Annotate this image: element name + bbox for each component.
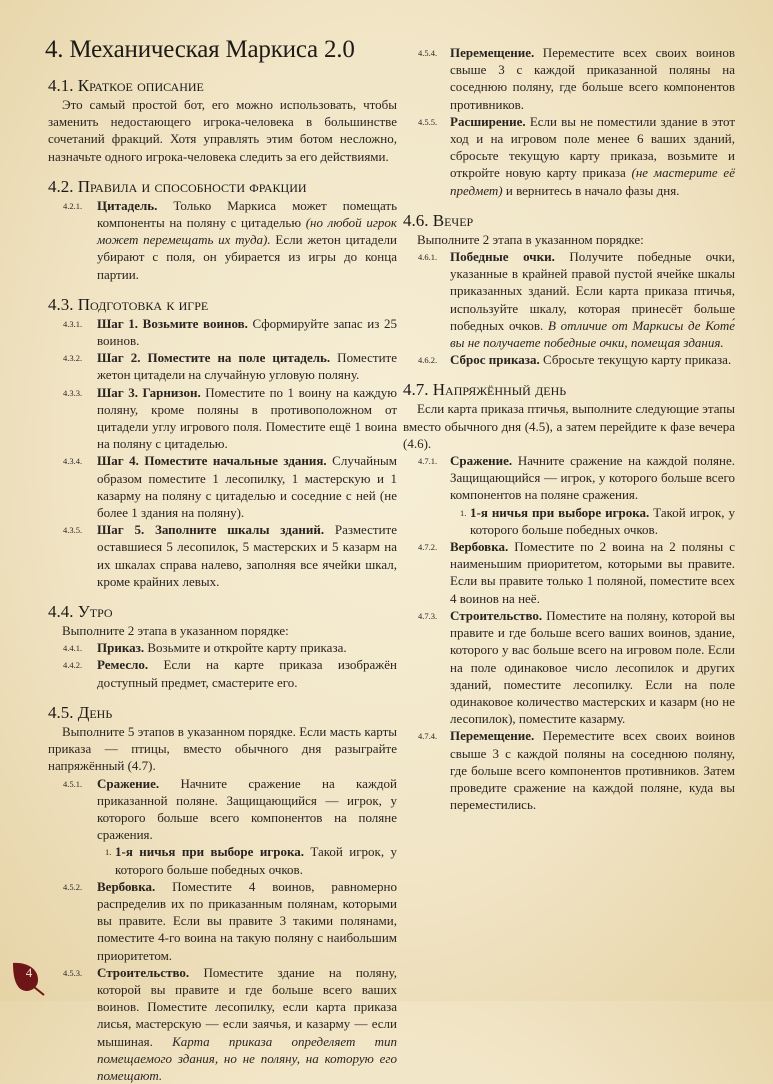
item-text: Переместите всех своих воинов свыше 3 с каждой приказанной поляны на соседнюю поляну, где больше всего компонентов противников. (450, 45, 735, 112)
item-title: Победные очки. (450, 249, 555, 265)
item-text: Поместите 4 воинов, равномерно распределив их по приказанным полянам, которыми вы правите. Если вы правите 3 такими полянами, поместите 4-го воина на такую поляну с наибольшим приоритетом. (97, 878, 397, 963)
item-title: Вербовка. (97, 878, 156, 894)
rule-number: 4.2.1. (63, 200, 83, 211)
rule-number: 4.3.4. (63, 456, 83, 467)
item-text: Сбросьте текущую карту приказа. (539, 352, 732, 368)
item-title: Шаг 2. Поместите на поле цитадель. (97, 350, 331, 366)
section-intro: Это самый простой бот, его можно использовать, чтобы заменить недостающего игрока-человека в большинстве сочетаний фракций. Хотя управлять этим ботом несложно, назначьте одного игрока-человека следить за его действиями. (48, 97, 397, 164)
right-column (400, 44, 735, 813)
item-title: Перемещение. (450, 45, 535, 60)
item-title: 1-я ничья при выборе игрока. (470, 504, 650, 520)
rule-number: 4.5.5. (418, 116, 438, 127)
item-text: Если на карте приказа изображён доступный предмет, смастерите его. (97, 657, 397, 690)
item-text: Сформируйте запас из 25 воинов. (97, 315, 397, 349)
section-heading: 4.6. Вечер (403, 210, 474, 230)
item-text: Возьмите и откройте карту приказа. (144, 640, 347, 656)
item-title: Сброс приказа. (450, 352, 540, 368)
section-intro: Если карта приказа птичья, выполните следующие этапы вместо обычного дня (4.5), а затем перейдите к фазе вечера (4.6). (403, 401, 735, 451)
sub-rule-number: 1. (460, 507, 467, 518)
rule-number: 4.3.5. (63, 525, 83, 536)
item-text: Получите победные очки, указанные в крайней правой пустой ячейке шкалы приказанных зданий. Если карта приказа птичья, используйте шкалу, которая принесёт больше победных очков. (450, 249, 735, 333)
section-heading: 4.4. Утро (48, 602, 113, 622)
item-title: Шаг 1. Возьмите воинов. (97, 315, 248, 331)
section-heading: 4.5. День (48, 702, 113, 722)
section-heading: 4.7. Напряжённый день (403, 380, 567, 400)
item-title: Цитадель. (97, 197, 158, 213)
item-title: Сражение. (97, 775, 160, 791)
rule-item (45, 197, 397, 283)
item-text: Только Маркиса может помещать компоненты на поляну с цитаделью (97, 197, 397, 231)
item-title: Шаг 4. Поместите начальные здания. (97, 453, 327, 469)
item-title: Расширение. (450, 113, 526, 129)
rule-number: 4.4.2. (63, 660, 83, 671)
item-title: Приказ. (97, 640, 145, 656)
rule-item (400, 113, 735, 199)
item-text: Поместите по 1 воину на каждую поляну, кроме поляны в противоположном от цитадели углу игрового поля. Поместите ещё 1 воина на поляну с цитаделью. (97, 384, 397, 452)
item-text: Разместите оставшиеся 5 лесопилок, 5 мастерских и 5 казарм на их шкалах справа налево, заполняя все ячейки шкал, кроме крайних левых. (97, 522, 397, 589)
rule-number: 4.5.2. (63, 881, 83, 892)
rule-item (45, 315, 397, 349)
rule-item (45, 775, 397, 844)
section-heading: 4.1. Краткое описание (48, 76, 204, 95)
italic-note: Карта приказа определяет тип помещаемого здания, но не поляну, на которую его помещают. (97, 1033, 397, 1083)
rule-item (45, 639, 397, 656)
rule-item (45, 964, 397, 1084)
item-text: Переместите всех своих воинов свыше 3 с каждой поляны на соседнюю поляну, где больше всего компонентов противников. Затем проведите сражение на каждой поляне, куда вы переместились. (450, 728, 735, 813)
item-text: Начните сражение на каждой поляне. Защищающийся — игрок, у которого больше всего компонентов на поляне сражения. (450, 453, 735, 503)
rule-number: 4.6.2. (418, 355, 438, 366)
rule-item (400, 607, 735, 727)
rule-number: 4.3.1. (63, 318, 83, 329)
section-intro: Выполните 2 этапа в указанном порядке: (62, 623, 289, 639)
section-heading: 4.2. Правила и способности фракции (48, 176, 307, 196)
page-title: 4. Механическая Маркиса 2.0 (45, 36, 355, 63)
item-text: Поместите жетон цитадели на случайную угловую поляну. (97, 350, 397, 383)
section-intro: Выполните 2 этапа в указанном порядке: (417, 231, 644, 247)
sub-rule-text (115, 843, 397, 877)
item-title: Строительство. (450, 607, 543, 623)
item-title: Ремесло. (97, 657, 149, 673)
rule-number: 4.4.1. (63, 643, 83, 654)
item-title: Строительство. (97, 964, 190, 980)
rule-item (400, 44, 735, 113)
item-text: Начните сражение на каждой приказанной поляне. Защищающийся — игрок, у которого больше всего компонентов на поляне сражения. (97, 775, 397, 843)
rule-number: 4.7.4. (418, 731, 438, 742)
rule-item (45, 349, 397, 383)
item-title: 1-я ничья при выборе игрока. (115, 844, 304, 860)
item-text: Если вы не поместили здание в этот ход и на игровом поле менее 6 ваших зданий, сбросьте текущую карту приказа, возьмите и откройте новую карту приказа (450, 113, 735, 181)
rule-item (400, 727, 735, 813)
item-title: Шаг 5. Заполните шкалы зданий. (97, 522, 325, 538)
sub-rule-number: 1. (105, 847, 112, 858)
rule-number: 4.3.3. (63, 387, 83, 398)
item-text: и вернитесь в начало фазы дня. (502, 182, 680, 198)
rule-item (45, 878, 397, 964)
sub-rule-item (45, 843, 397, 877)
rule-number: 4.5.4. (418, 48, 438, 58)
item-text: Случайным образом поместите 1 лесопилку, 1 мастерскую и 1 казарму на поляну с цитаделью и соседние с ней (не более 1 здания на поляну). (97, 453, 398, 521)
rule-item (400, 351, 735, 368)
italic-note: (но любой игрок может перемещать их туда). (97, 215, 397, 248)
item-title: Вербовка. (450, 539, 509, 555)
page-number: 4 (25, 965, 33, 980)
rule-item (400, 248, 735, 351)
item-title: Перемещение. (450, 728, 535, 744)
item-text: Такой игрок, у которого больше победных очков. (115, 844, 398, 877)
left-column (45, 36, 397, 1084)
rule-item (45, 521, 397, 590)
item-text: Такой игрок, у которого больше победных очков. (470, 504, 735, 537)
rule-item (45, 452, 397, 521)
sub-rule-item (400, 504, 735, 538)
rule-item (400, 452, 735, 504)
rule-item (45, 384, 397, 453)
rule-number: 4.6.1. (418, 252, 438, 263)
italic-note: (не мастерите её предмет) (450, 165, 735, 198)
rule-number: 4.7.2. (418, 542, 438, 553)
rule-number: 4.7.1. (418, 456, 438, 467)
section-heading: 4.3. Подготовка к игре (48, 294, 209, 314)
item-text: Поместите на поляну, которой вы правите и где больше всего ваших воинов, здание, которого у вас больше всего на игровом поле. Если на поле одинаковое число лесопилок и других зданий, поместите лесопилку. Если на поле одинаковое количество мастерских и казарм (но не лесопилок), поместите казарму. (450, 607, 735, 727)
rule-item (45, 656, 397, 690)
rule-number: 4.7.3. (418, 610, 438, 621)
item-text: Если жетон цитадели убирают с поля, он убирается из игры до конца партии. (97, 232, 398, 282)
italic-note: В отличие от Маркисы де Коте́ вы не получаете победные очки, помещая здания. (450, 317, 735, 351)
rule-number: 4.5.3. (63, 967, 83, 978)
sub-rule-text (470, 504, 735, 538)
rule-number: 4.3.2. (63, 353, 83, 364)
rule-number: 4.5.1. (63, 778, 83, 789)
item-text: Поместите по 2 воина на 2 поляны с наименьшим приоритетом, которыми вы правите. Если вы правите только 1 поляной, поместите всех 4 воинов на неё. (450, 539, 735, 606)
section-intro: Выполните 5 этапов в указанном порядке. Если масть карты приказа — птицы, вместо обычного дня разыграйте напряжённый (4.7). (48, 723, 397, 774)
item-title: Шаг 3. Гарнизон. (97, 384, 201, 400)
item-title: Сражение. (450, 453, 513, 469)
rule-item (400, 538, 735, 607)
item-text: Поместите здание на поляну, которой вы правите и где больше всего ваших воинов. Поместите лесопилку, если карта приказа лисья, мастерскую — если заячья, и казарму — если мышиная. (97, 964, 397, 1049)
